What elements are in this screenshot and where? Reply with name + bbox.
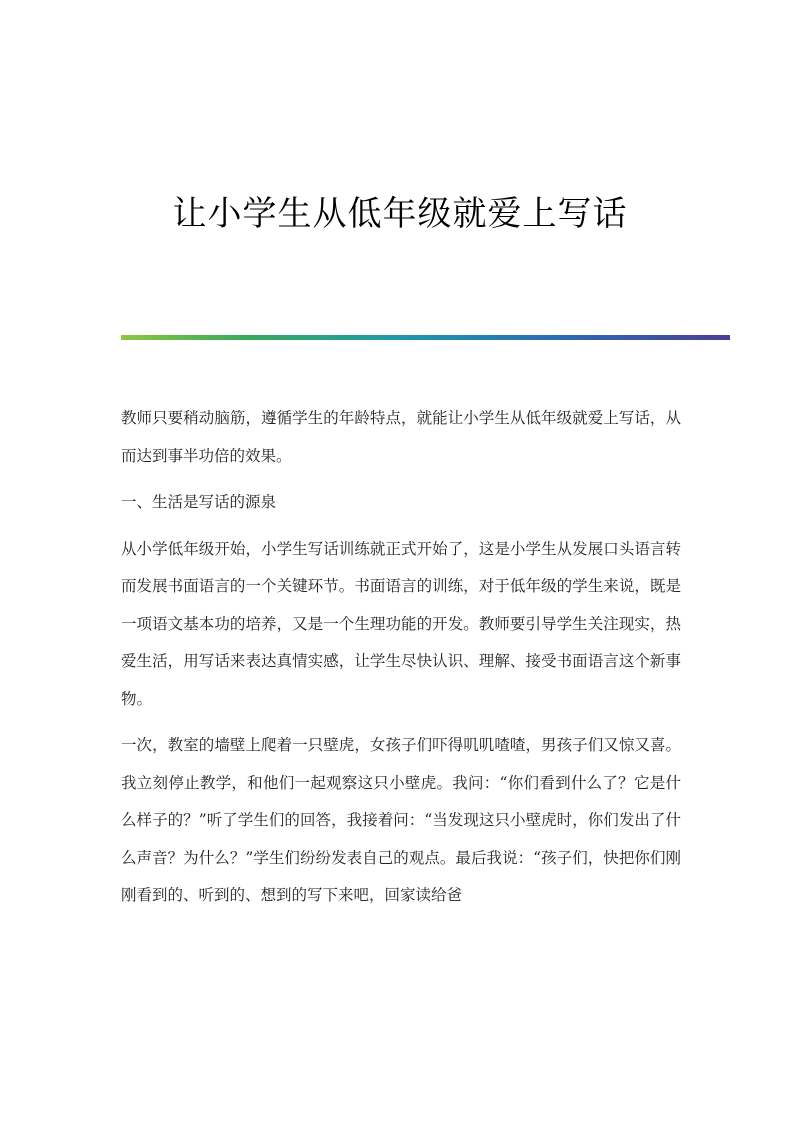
document-body — [121, 400, 681, 924]
paragraph-intro: 教师只要稍动脑筋，遵循学生的年龄特点，就能让小学生从低年级就爱上写话，从而达到事半功倍的效果。 — [121, 409, 681, 465]
page-title: 让小学生从低年级就爱上写话 — [172, 194, 628, 234]
paragraph-example: 一次，教室的墙壁上爬着一只壁虎，女孩子们吓得叽叽喳喳，男孩子们又惊又喜。我立刻停止教学，和他们一起观察这只小壁虎。我问：“你们看到什么了？它是什么样子的？”听了学生们的回答，我接着问：“当发现这只小壁虎时，你们发出了什么声音？为什么？”学生们纷纷发表自己的观点。最后我说：“孩子们，快把你们刚刚看到的、听到的、想到的写下来吧，回家读给爸 — [121, 736, 681, 904]
section-heading: 一、生活是写话的源泉 — [121, 493, 277, 511]
paragraph-section-1: 从小学低年级开始，小学生写话训练就正式开始了，这是小学生从发展口头语言转而发展书面语言的一个关键环节。书面语言的训练，对于低年级的学生来说，既是一项语文基本功的培养，又是一个生理功能的开发。教师要引导学生关注现实，热爱生活，用写话来表达真情实感，让学生尽快认识、理解、接受书面语言这个新事物。 — [121, 539, 681, 708]
title-divider — [121, 335, 730, 340]
